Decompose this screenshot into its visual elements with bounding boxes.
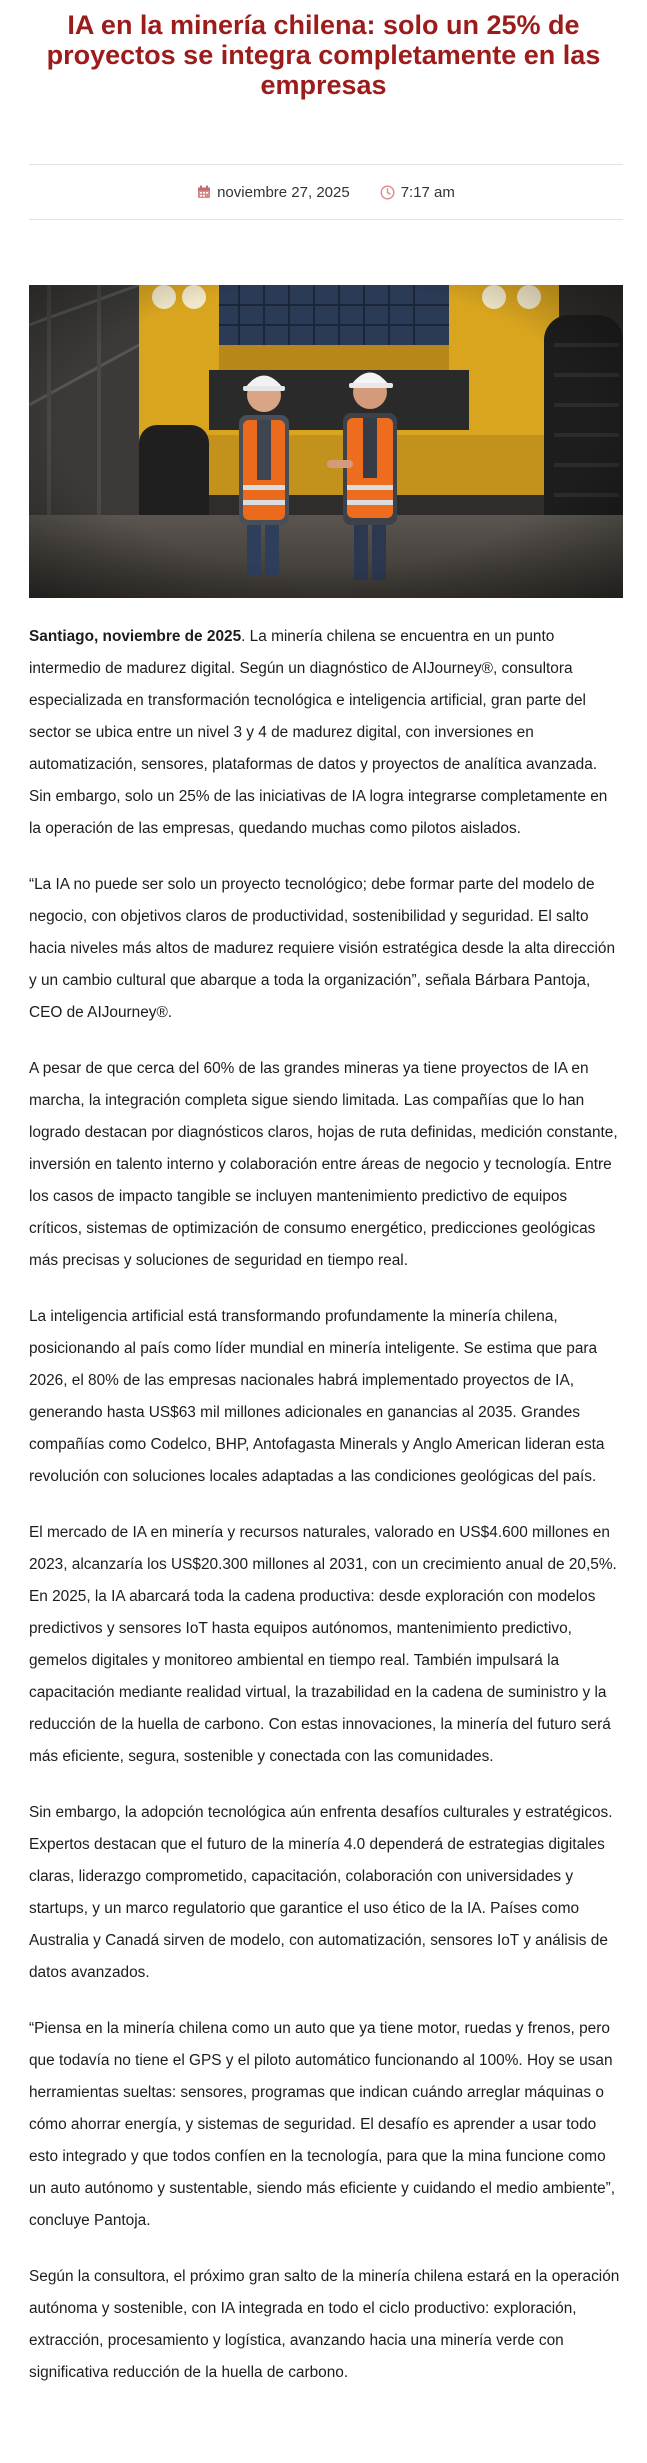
post-date[interactable] bbox=[197, 184, 350, 201]
article-paragraph: El mercado de IA en minería y recursos naturales, valorado en US$4.600 millones en 2023, alcanzaría los US$20.300 millones al 2031, con un crecimiento anual de 20,5%. En 2025, la IA abarcará toda la cadena productiva: desde exploración con modelos predictivos y sensores IoT hasta equipos autónomos, mantenimiento predictivo, gemelos digitales y monitoreo ambiental en tiempo real. También impulsará la capacitación mediante realidad virtual, la trazabilidad en la cadena de suministro y la reducción de la huella de carbono. Con estas innovaciones, la minería del futuro será más eficiente, segura, sostenible y conectada con las comunidades. bbox=[29, 1524, 617, 1765]
article-paragraph: La inteligencia artificial está transformando profundamente la minería chilena, posicionando al país como líder mundial en minería inteligente. Se estima que para 2026, el 80% de las empresas nacionales habrá implementado proyectos de IA, generando hasta US$63 mil millones adicionales en ganancias al 2035. Grandes compañías como Codelco, BHP, Antofagasta Minerals y Anglo American lideran esta revolución con soluciones locales adaptadas a las condiciones geológicas del país. bbox=[29, 1308, 605, 1485]
calendar-icon bbox=[197, 185, 211, 199]
article-paragraph: “La IA no puede ser solo un proyecto tecnológico; debe formar parte del modelo de negocio, con objetivos claros de productividad, sostenibilidad y seguridad. El salto hacia niveles más altos de madurez requiere visión estratégica desde la alta dirección y un cambio cultural que abarque a toda la organización”, señala Bárbara Pantoja, CEO de AIJourney®. bbox=[29, 876, 616, 1021]
clock-icon bbox=[380, 185, 395, 200]
article-paragraph bbox=[29, 621, 623, 845]
post-date-text: noviembre 27, 2025 bbox=[217, 183, 350, 201]
article-paragraph: Sin embargo, la adopción tecnológica aún enfrenta desafíos culturales y estratégicos. Expertos destacan que el futuro de la minería 4.0 dependerá de estrategias digitales claras, liderazgo comprometido, capacitación, colaboración con universidades y startups, y un marco regulatorio que garantice el uso ético de la IA. Países como Australia y Canadá sirven de modelo, con automatización, sensores IoT y análisis de datos avanzados. bbox=[29, 1804, 613, 1981]
article-paragraph: “Piensa en la minería chilena como un auto que ya tiene motor, ruedas y frenos, pero que todavía no tiene el GPS y el piloto automático funcionando al 100%. Hoy se usan herramientas sueltas: sensores, programas que indican cuándo arreglar máquinas o cómo ahorrar energía, y sistemas de seguridad. El desafío es aprender a usar todo esto integrado y que todos confíen en la tecnología, para que la mina funcione como un auto autónomo y sustentable, siendo más eficiente y cuidando el medio ambiente”, concluye Pantoja. bbox=[29, 2020, 616, 2229]
article-paragraph: Según la consultora, el próximo gran salto de la minería chilena estará en la operación autónoma y sostenible, con IA integrada en todo el ciclo productivo: exploración, extracción, procesamiento y logística, avanzando hacia una minería verde con significativa reducción de la huella de carbono. bbox=[29, 2268, 620, 2381]
post-meta bbox=[29, 164, 623, 220]
article-dateline: Santiago, noviembre de 2025 bbox=[29, 628, 242, 645]
article-body bbox=[29, 621, 623, 2413]
post-time-text: 7:17 am bbox=[400, 183, 455, 201]
article-title: IA en la minería chilena: solo un 25% de proyectos se integra completamente en las empresas bbox=[46, 10, 601, 100]
post-time[interactable] bbox=[380, 184, 455, 201]
article-paragraph-text: . La minería chilena se encuentra en un punto intermedio de madurez digital. Según un diagnóstico de AIJourney®, consultora especializada en transformación tecnológica e inteligencia artificial, gran parte del sector se ubica entre un nivel 3 y 4 de madurez digital, con inversiones en automatización, sensores, plataformas de datos y proyectos de analítica avanzada. Sin embargo, solo un 25% de las iniciativas de IA logra integrarse completamente en la operación de las empresas, quedando muchas como pilotos aislados. bbox=[29, 628, 608, 837]
hero-image bbox=[29, 285, 623, 598]
article-paragraph: A pesar de que cerca del 60% de las grandes mineras ya tiene proyectos de IA en marcha, la integración completa sigue siendo limitada. Las compañías que lo han logrado destacan por diagnósticos claros, hojas de ruta definidas, medición constante, inversión en talento interno y colaboración entre áreas de negocio y tecnología. Entre los casos de impacto tangible se incluyen mantenimiento predictivo de equipos críticos, sistemas de optimización de consumo energético, predicciones geológicas más precisas y soluciones de seguridad en tiempo real. bbox=[29, 1060, 618, 1269]
